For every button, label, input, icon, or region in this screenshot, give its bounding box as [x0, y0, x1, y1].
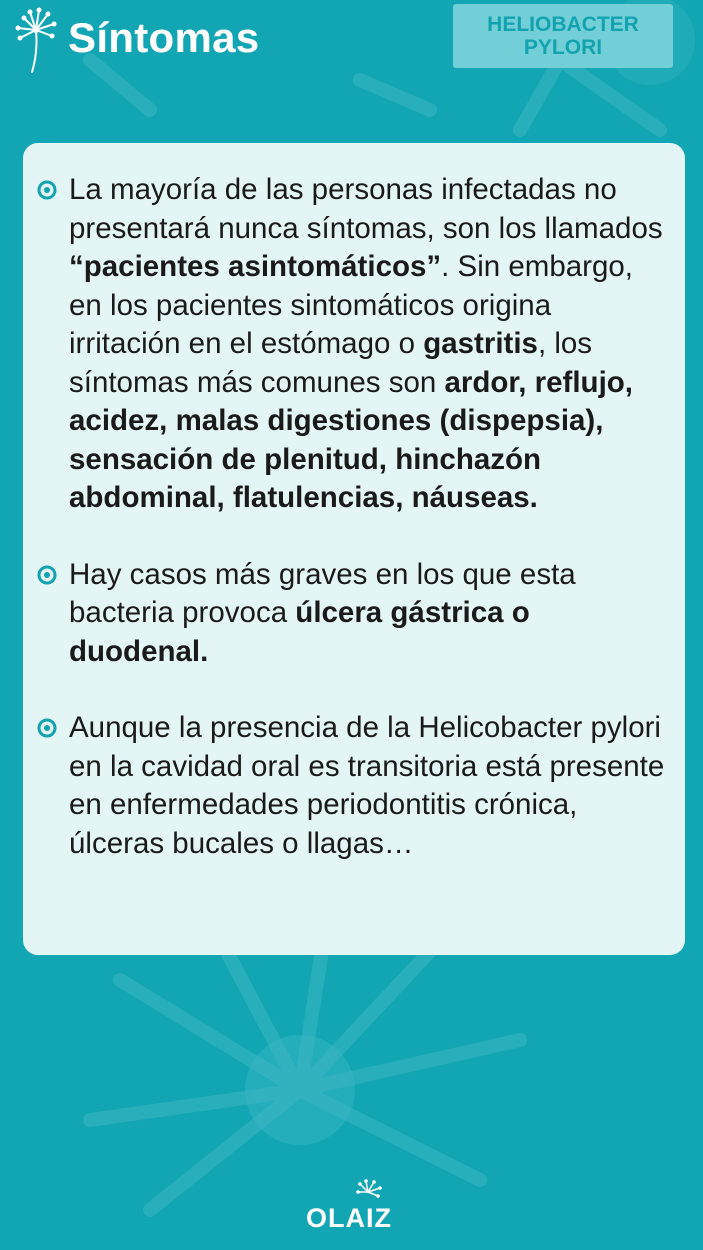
- page-header: [0, 0, 703, 80]
- brand-logo-text: OLAIZ: [306, 1203, 392, 1233]
- badge-line-2: PYLORI: [523, 36, 603, 59]
- list-item-text: Hay casos más graves en los que esta bacteria provoca úlcera gástrica o duodenal.: [69, 557, 576, 668]
- page-title: Síntomas: [68, 14, 260, 61]
- circle-bullet-icon: [37, 565, 57, 585]
- topic-badge: [453, 4, 673, 68]
- list-item: [37, 556, 669, 672]
- list-item-text: La mayoría de las personas infectadas no presentará nunca síntomas, son los llamados “pacientes asintomáticos”. Sin embargo, en los pacientes sintomáticos origina irritación en el estómago o gastritis, los síntomas más comunes son ardor, reflujo, acidez, malas digestiones (dispepsia), sensación de plenitud, hinchazón abdominal, flatulencias, náuseas.: [69, 173, 663, 514]
- badge-line-1: HELIOBACTER: [487, 13, 639, 36]
- dandelion-icon: [6, 4, 62, 74]
- symptoms-card: [23, 143, 685, 955]
- circle-bullet-icon: [37, 180, 57, 200]
- circle-bullet-icon: [37, 718, 57, 738]
- list-item: [37, 709, 669, 863]
- list-item-text: Aunque la presencia de la Helicobacter pylori en la cavidad oral es transitoria está presente en enfermedades periodontitis crónica, úlceras bucales o llagas…: [69, 711, 665, 860]
- list-item: [37, 171, 669, 518]
